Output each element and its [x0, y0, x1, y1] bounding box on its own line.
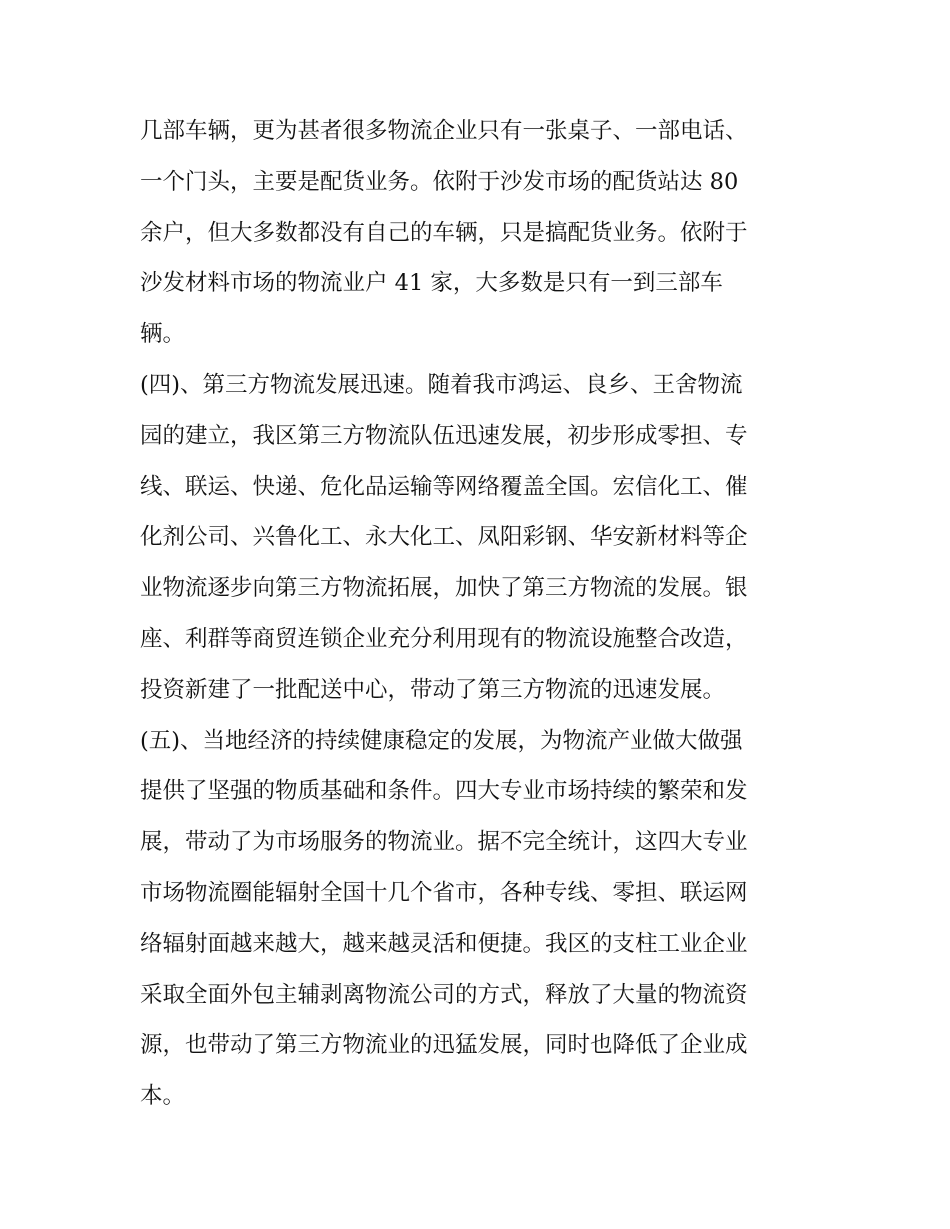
- text-line: 余户，但大多数都没有自己的车辆，只是搞配货业务。依附于: [140, 219, 748, 246]
- body-text: [140, 106, 820, 1122]
- text-line: 化剂公司、兴鲁化工、永大化工、凤阳彩钢、华安新材料等企: [140, 524, 748, 551]
- text-line: 沙发材料市场的物流业户 41 家，大多数是只有一到三部车: [140, 270, 723, 297]
- text-line: 园的建立，我区第三方物流队伍迅速发展，初步形成零担、专: [140, 422, 748, 449]
- text-line: 源，也带动了第三方物流业的迅猛发展，同时也降低了企业成: [140, 1032, 748, 1059]
- text-line: 辆。: [140, 321, 186, 348]
- text-line: 本。: [140, 1083, 186, 1110]
- text-line: 提供了坚强的物质基础和条件。四大专业市场持续的繁荣和发: [140, 778, 748, 805]
- text-line: 座、利群等商贸连锁企业充分利用现有的物流设施整合改造，: [140, 625, 748, 652]
- text-line: 线、联运、快递、危化品运输等网络覆盖全国。宏信化工、催: [140, 473, 748, 500]
- text-line: 展，带动了为市场服务的物流业。据不完全统计，这四大专业: [140, 829, 748, 856]
- text-line: 投资新建了一批配送中心，带动了第三方物流的迅速发展。: [140, 676, 726, 703]
- text-line: 采取全面外包主辅剥离物流公司的方式，释放了大量的物流资: [140, 981, 748, 1008]
- text-line: 络辐射面越来越大，越来越灵活和便捷。我区的支柱工业企业: [140, 930, 748, 957]
- text-line: 市场物流圈能辐射全国十几个省市，各种专线、零担、联运网: [140, 879, 748, 906]
- text-line: 一个门头，主要是配货业务。依附于沙发市场的配货站达 80: [140, 168, 739, 195]
- text-line: (五)、当地经济的持续健康稳定的发展，为物流产业做大做强: [140, 727, 743, 754]
- text-line: (四)、第三方物流发展迅速。随着我市鸿运、良乡、王舍物流: [140, 371, 743, 398]
- text-line: 几部车辆，更为甚者很多物流企业只有一张桌子、一部电话、: [140, 118, 748, 144]
- text-line: 业物流逐步向第三方物流拓展，加快了第三方物流的发展。银: [140, 575, 748, 602]
